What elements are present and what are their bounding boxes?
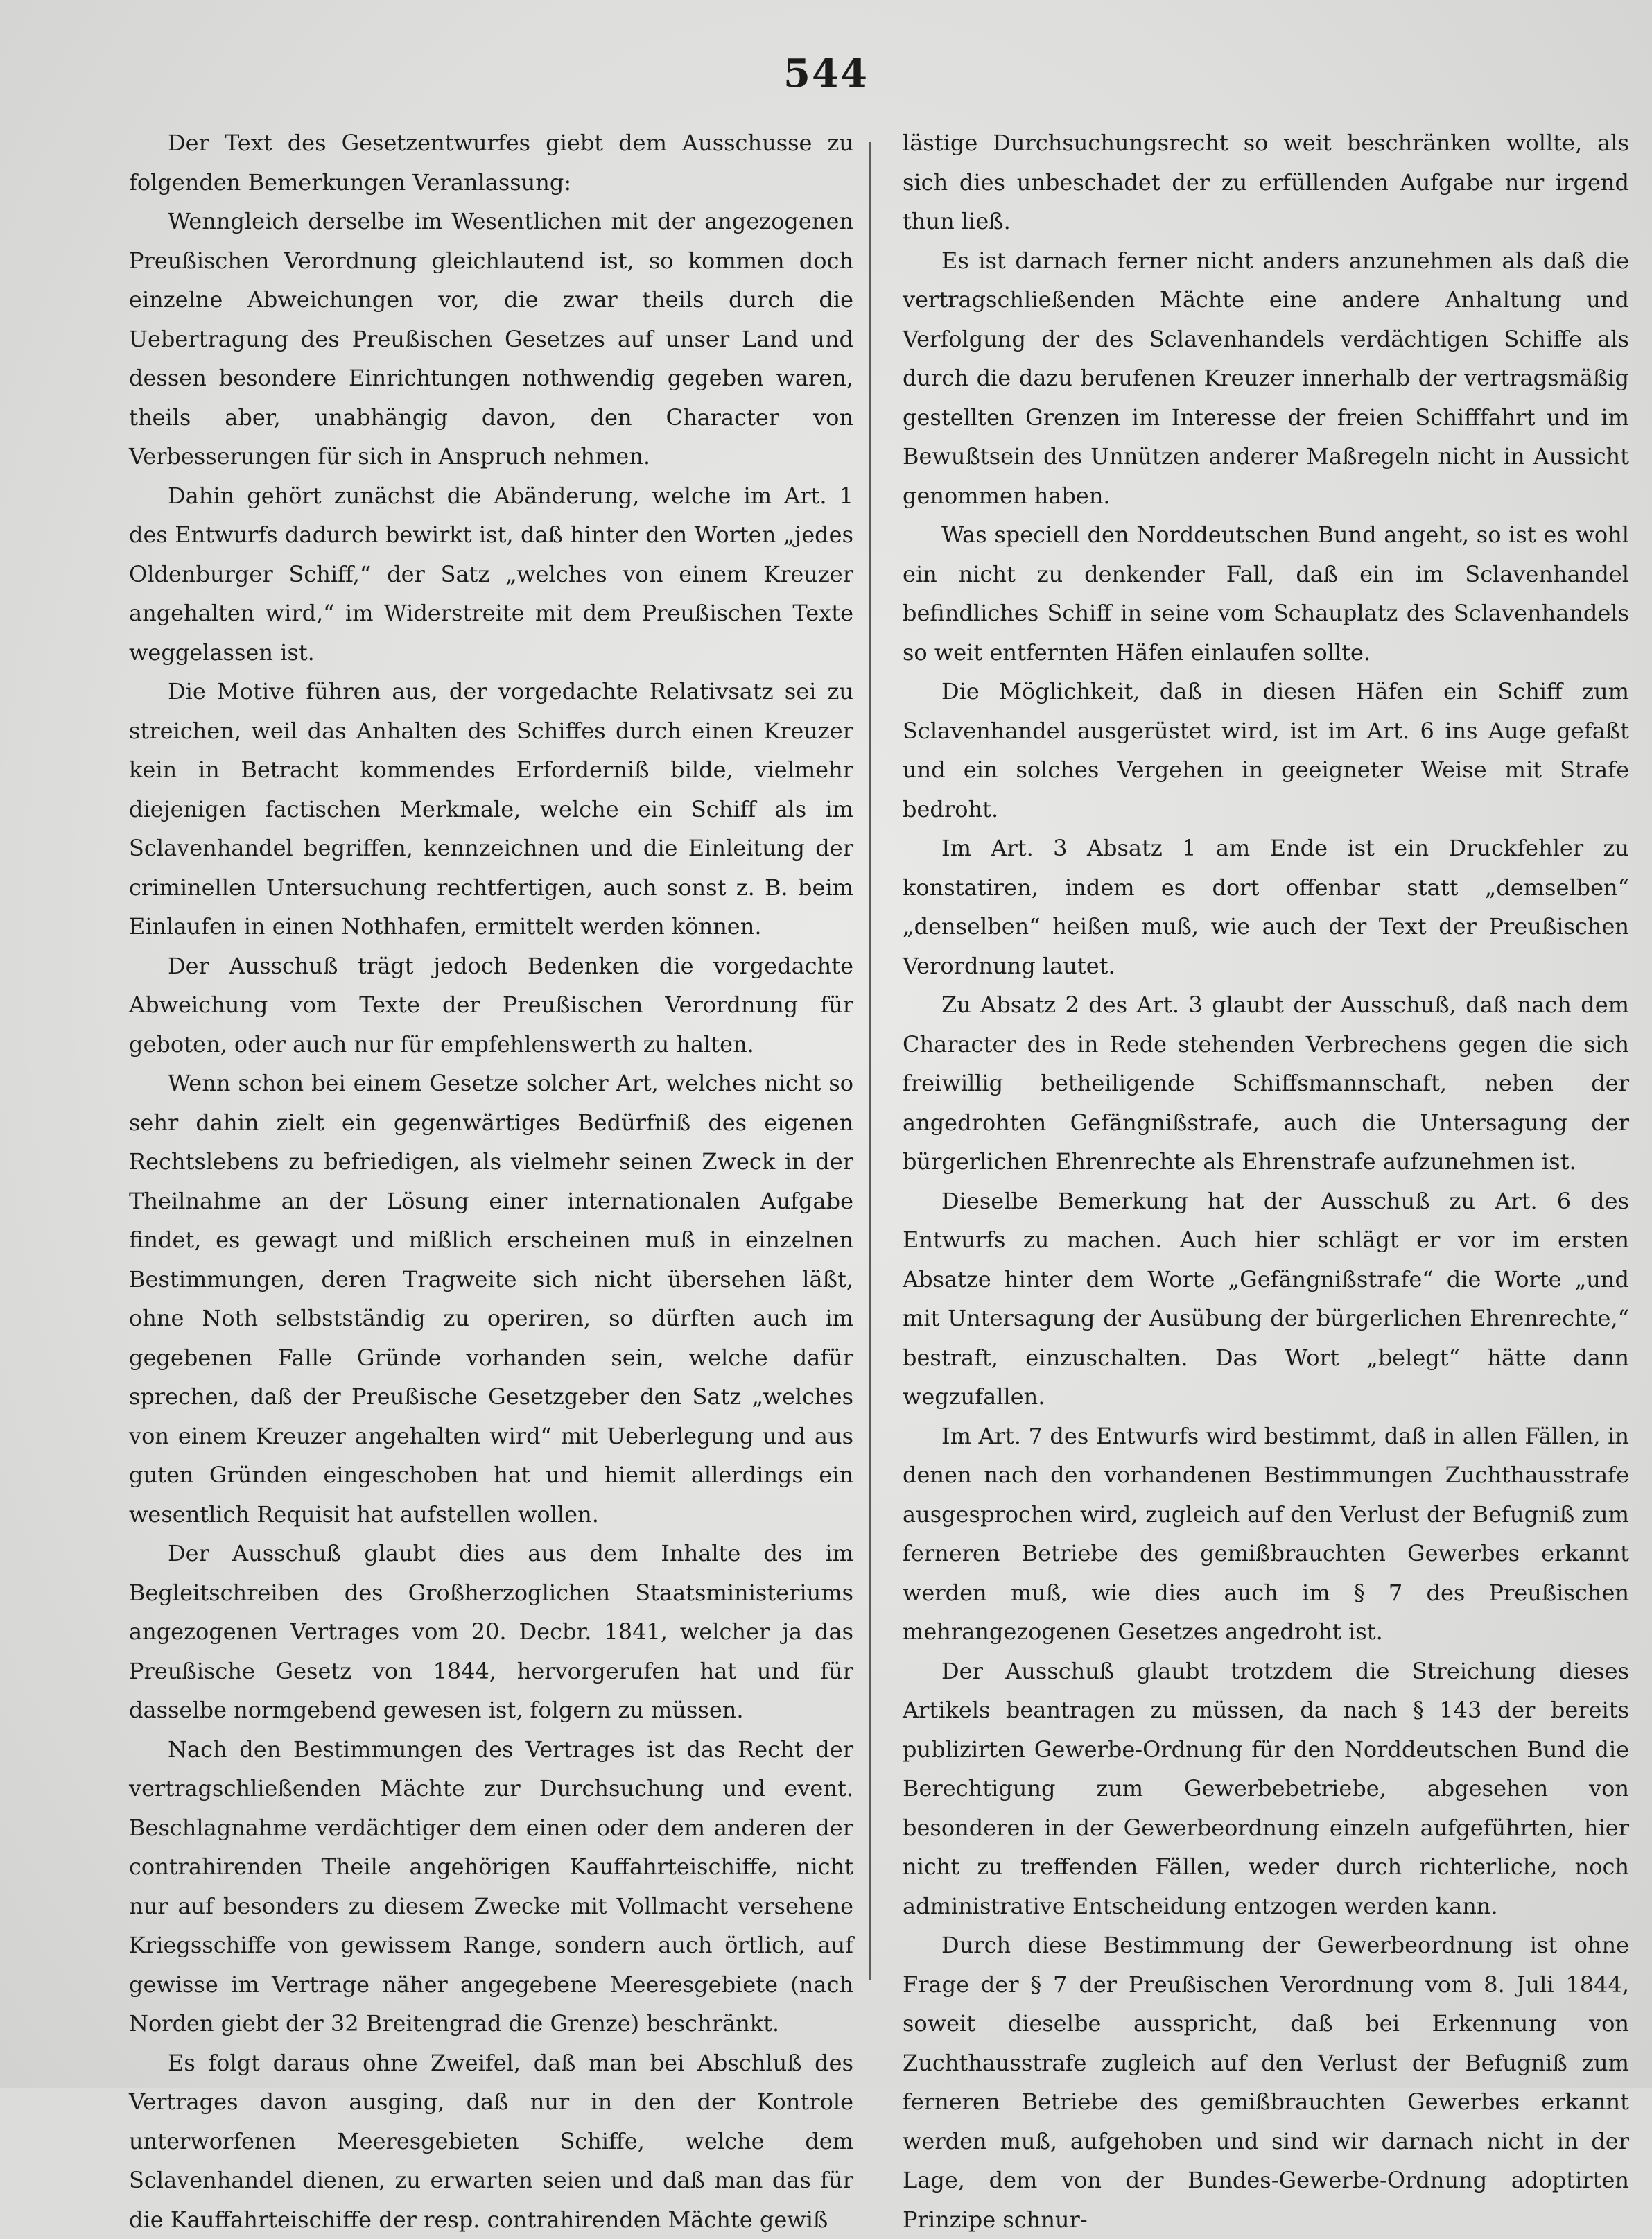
paragraph: Im Art. 3 Absatz 1 am Ende ist ein Druckfehler zu konstatiren, indem es dort offenbar statt „demselben“ „denselben“ heißen muß, wie auch der Text der Preußischen Verordnung lautet. <box>903 829 1629 985</box>
paragraph: Es folgt daraus ohne Zweifel, daß man bei Abschluß des Vertrages davon ausging, daß nur in den der Kontrole unterworfenen Meeresgebieten Schiffe, welche dem Sclavenhandel dienen, zu erwarten seien und daß man das für die Kauffahrteischiffe der resp. contrahirenden Mächte gewiß <box>129 2043 853 2239</box>
paragraph: Wenngleich derselbe im Wesentlichen mit der angezogenen Preußischen Verordnung gleichlautend ist, so kommen doch einzelne Abweichungen vor, die zwar theils durch die Uebertragung des Preußischen Gesetzes auf unser Land und dessen besondere Einrichtungen nothwendig gegeben waren, theils aber, unabhängig davon, den Character von Verbesserungen für sich in Anspruch nehmen. <box>129 202 853 476</box>
paragraph: Dahin gehört zunächst die Abänderung, welche im Art. 1 des Entwurfs dadurch bewirkt ist, daß hinter den Worten „jedes Oldenburger Schiff,“ der Satz „welches von einem Kreuzer angehalten wird,“ im Widerstreite mit dem Preußischen Texte weggelassen ist. <box>129 476 853 673</box>
paragraph: Die Motive führen aus, der vorgedachte Relativsatz sei zu streichen, weil das Anhalten des Schiffes durch einen Kreuzer kein in Betracht kommendes Erforderniß bilde, vielmehr diejenigen factischen Merkmale, welche ein Schiff als im Sclavenhandel begriffen, kennzeichnen und die Einleitung der criminellen Untersuchung rechtfertigen, auch sonst z. B. beim Einlaufen in einen Nothhafen, ermittelt werden können. <box>129 672 853 946</box>
paragraph: Was speciell den Norddeutschen Bund angeht, so ist es wohl ein nicht zu denkender Fall, daß ein im Sclavenhandel befindliches Schiff in seine vom Schauplatz des Sclavenhandels so weit entfernten Häfen einlaufen sollte. <box>903 515 1629 672</box>
paragraph: Durch diese Bestimmung der Gewerbeordnung ist ohne Frage der § 7 der Preußischen Verordnung vom 8. Juli 1844, soweit dieselbe ausspricht, daß bei Erkennung von Zuchthausstrafe zugleich auf den Verlust der Befugniß zum ferneren Betriebe des gemißbrauchten Gewerbes erkannt werden muß, aufgehoben und sind wir darnach nicht in der Lage, dem von der Bundes-Gewerbe-Ordnung adoptirten Prinzipe schnur- <box>903 1926 1629 2239</box>
page-number: 544 <box>0 54 1652 93</box>
paragraph: Im Art. 7 des Entwurfs wird bestimmt, daß in allen Fällen, in denen nach den vorhandenen Bestimmungen Zuchthausstrafe ausgesprochen wird, zugleich auf den Verlust der Befugniß zum ferneren Betriebe des gemißbrauchten Gewerbes erkannt werden muß, wie dies auch im § 7 des Preußischen mehrangezogenen Gesetzes angedroht ist. <box>903 1417 1629 1652</box>
left-column <box>129 123 853 2239</box>
paragraph: Es ist darnach ferner nicht anders anzunehmen als daß die vertragschließenden Mächte eine andere Anhaltung und Verfolgung der des Sclavenhandels verdächtigen Schiffe als durch die dazu berufenen Kreuzer innerhalb der vertragsmäßig gestellten Grenzen im Interesse der freien Schifffahrt und im Bewußtsein des Unnützen anderer Maßregeln nicht in Aussicht genommen haben. <box>903 241 1629 516</box>
right-column <box>903 123 1629 2239</box>
paragraph: Dieselbe Bemerkung hat der Ausschuß zu Art. 6 des Entwurfs zu machen. Auch hier schlägt er vor im ersten Absatze hinter dem Worte „Gefängnißstrafe“ die Worte „und mit Untersagung der Ausübung der bürgerlichen Ehrenrechte,“ bestraft, einzuschalten. Das Wort „belegt“ hätte dann wegzufallen. <box>903 1182 1629 1417</box>
paragraph: Die Möglichkeit, daß in diesen Häfen ein Schiff zum Sclavenhandel ausgerüstet wird, ist im Art. 6 ins Auge gefaßt und ein solches Vergehen in geeigneter Weise mit Strafe bedroht. <box>903 672 1629 829</box>
paragraph-continued: lästige Durchsuchungsrecht so weit beschränken wollte, als sich dies unbeschadet der zu erfüllenden Aufgabe nur irgend thun ließ. <box>903 123 1629 241</box>
paragraph: Der Ausschuß glaubt dies aus dem Inhalte des im Begleitschreiben des Großherzoglichen Staatsministeriums angezogenen Vertrages vom 20. Decbr. 1841, welcher ja das Preußische Gesetz von 1844, hervorgerufen hat und für dasselbe normgebend gewesen ist, folgern zu müssen. <box>129 1534 853 1730</box>
paragraph: Zu Absatz 2 des Art. 3 glaubt der Ausschuß, daß nach dem Character des in Rede stehenden Verbrechens gegen die sich freiwillig betheiligende Schiffsmannschaft, neben der angedrohten Gefängnißstrafe, auch die Untersagung der bürgerlichen Ehrenrechte als Ehrenstrafe aufzunehmen ist. <box>903 985 1629 1182</box>
paragraph: Der Ausschuß glaubt trotzdem die Streichung dieses Artikels beantragen zu müssen, da nach § 143 der bereits publizirten Gewerbe-Ordnung für den Norddeutschen Bund die Berechtigung zum Gewerbebetriebe, abgesehen von besonderen in der Gewerbeordnung einzeln aufgeführten, hier nicht zu treffenden Fällen, weder durch richterliche, noch administrative Entscheidung entzogen werden kann. <box>903 1652 1629 1926</box>
paragraph: Wenn schon bei einem Gesetze solcher Art, welches nicht so sehr dahin zielt ein gegenwärtiges Bedürfniß des eigenen Rechtslebens zu befriedigen, als vielmehr seinen Zweck in der Theilnahme an der Lösung einer internationalen Aufgabe findet, es gewagt und mißlich erscheinen muß in einzelnen Bestimmungen, deren Tragweite sich nicht übersehen läßt, ohne Noth selbstständig zu operiren, so dürften auch im gegebenen Falle Gründe vorhanden sein, welche dafür sprechen, daß der Preußische Gesetzgeber den Satz „welches von einem Kreuzer angehalten wird“ mit Ueberlegung und aus guten Gründen eingeschoben hat und hiemit allerdings ein wesentlich Requisit hat aufstellen wollen. <box>129 1064 853 1534</box>
paragraph: Der Text des Gesetzentwurfes giebt dem Ausschusse zu folgenden Bemerkungen Veranlassung: <box>129 123 853 202</box>
paragraph: Nach den Bestimmungen des Vertrages ist das Recht der vertragschließenden Mächte zur Durchsuchung und event. Beschlagnahme verdächtiger dem einen oder dem anderen der contrahirenden Theile angehörigen Kauffahrteischiffe, nicht nur auf besonders zu diesem Zwecke mit Vollmacht versehene Kriegsschiffe von gewissem Range, sondern auch örtlich, auf gewisse im Vertrage näher angegebene Meeresgebiete (nach Norden giebt der 32 Breitengrad die Grenze) beschränkt. <box>129 1730 853 2043</box>
paragraph: Der Ausschuß trägt jedoch Bedenken die vorgedachte Abweichung vom Texte der Preußischen Verordnung für geboten, oder auch nur für empfehlenswerth zu halten. <box>129 946 853 1064</box>
column-divider <box>869 142 871 1980</box>
